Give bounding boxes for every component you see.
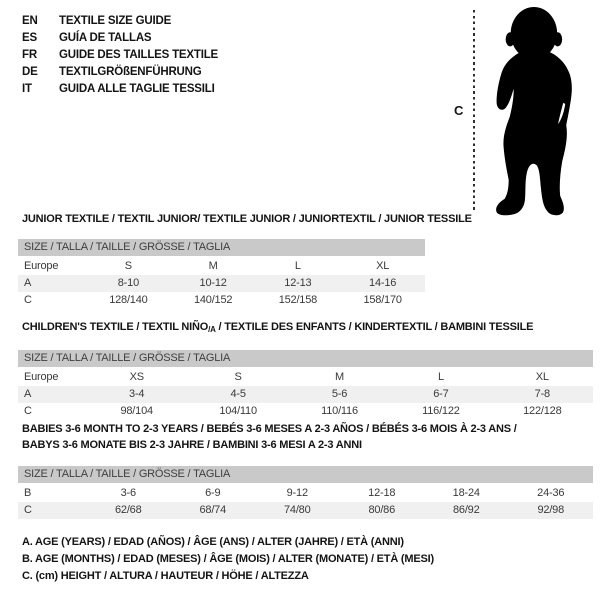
row-label: C xyxy=(24,504,32,516)
table-cell: M xyxy=(208,260,218,272)
table-row-b xyxy=(18,485,593,502)
table-cell: 158/170 xyxy=(363,294,402,306)
table-cell: 3-4 xyxy=(129,388,145,400)
lang-row-it xyxy=(22,80,218,97)
lang-code: FR xyxy=(22,48,37,61)
lang-row-es xyxy=(22,29,218,46)
table-cell: 18-24 xyxy=(452,487,480,499)
row-label: A xyxy=(24,388,32,400)
legend-line-b: B. AGE (MONTHS) / EDAD (MESES) / ÂGE (MOIS) / ALTER (MONATE) / ETÀ (MESI) xyxy=(22,553,434,565)
table-cell: 6-9 xyxy=(205,487,221,499)
lang-row-de xyxy=(22,63,218,80)
lang-code: EN xyxy=(22,14,38,27)
table-cell: 14-16 xyxy=(369,277,397,289)
lang-code: IT xyxy=(22,82,32,95)
lang-text: GUÍA DE TALLAS xyxy=(59,31,152,44)
size-header-bar: SIZE / TALLA / TAILLE / GRÖSSE / TAGLIA xyxy=(18,350,593,367)
table-cell: 104/110 xyxy=(219,405,257,417)
table-cell: 4-5 xyxy=(230,388,246,400)
table-cell: 122/128 xyxy=(523,405,562,417)
table-cell: 10-12 xyxy=(199,277,227,289)
row-label: B xyxy=(24,487,32,499)
row-label: C xyxy=(24,405,32,417)
table-cell: 110/116 xyxy=(321,405,358,417)
section-title-line2: BABYS 3-6 MONATE BIS 2-3 JAHRE / BAMBINI 3-6 MESI A 2-3 ANNI xyxy=(22,439,362,451)
table-row-c xyxy=(18,403,593,420)
lang-text: TEXTILGRÖßENFÜHRUNG xyxy=(59,65,202,78)
table-cell: 98/104 xyxy=(120,405,153,417)
table-cell: 62/68 xyxy=(114,504,142,516)
table-cell: 9-12 xyxy=(286,487,308,499)
lang-text: GUIDE DES TAILLES TEXTILE xyxy=(59,48,218,61)
table-cell: M xyxy=(335,371,344,383)
figure-area xyxy=(440,0,600,230)
table-cell: S xyxy=(124,260,132,272)
table-cell: 74/80 xyxy=(283,504,311,516)
table-row-europe xyxy=(18,258,425,275)
row-label: Europe xyxy=(24,260,59,272)
lang-row-en xyxy=(22,12,218,29)
row-label: A xyxy=(24,277,32,289)
section-title: CHILDREN'S TEXTILE / TEXTIL $NIÑO_{/A}$ / TEXTILE DES ENFANTS / KINDERTEXTIL / BAMBINI TESSILE xyxy=(22,321,534,334)
size-header-bar: SIZE / TALLA / TAILLE / GRÖSSE / TAGLIA xyxy=(18,466,593,483)
table-cell: 5-6 xyxy=(331,388,348,400)
height-dotted-line xyxy=(473,10,475,212)
table-cell: S xyxy=(234,371,242,383)
row-label: C xyxy=(24,294,32,306)
section-childrens-textile xyxy=(18,320,593,420)
measure-c-label: C xyxy=(454,103,464,118)
table-cell: 12-13 xyxy=(284,277,312,289)
table-cell: L xyxy=(294,260,301,272)
table-cell: 8-10 xyxy=(117,277,139,289)
table-cell: 152/158 xyxy=(278,294,318,306)
table-row-a xyxy=(18,275,425,292)
table-cell: L xyxy=(437,371,444,383)
table-cell: 12-18 xyxy=(368,487,396,499)
section-junior-textile xyxy=(18,212,472,309)
size-header-bar: SIZE / TALLA / TAILLE / GRÖSSE / TAGLIA xyxy=(18,239,425,256)
section-title xyxy=(22,421,593,453)
table-cell: 92/98 xyxy=(537,504,565,516)
lang-code: ES xyxy=(22,31,37,44)
table-cell: 128/140 xyxy=(109,294,148,306)
baby-silhouette-icon xyxy=(487,6,599,218)
table-cell: 86/92 xyxy=(452,504,480,516)
section-babies xyxy=(18,421,593,519)
lang-text: TEXTILE SIZE GUIDE xyxy=(59,14,172,27)
lang-text: GUIDA ALLE TAGLIE TESSILI xyxy=(59,82,215,95)
table-cell: XS xyxy=(129,371,144,383)
lang-code: DE xyxy=(22,65,38,78)
table-cell: 68/74 xyxy=(199,504,227,516)
table-cell: 3-6 xyxy=(120,487,136,499)
table-cell: 140/152 xyxy=(193,294,233,306)
section-title-line1: BABIES 3-6 MONTH TO 2-3 YEARS / BEBÉS 3-6 MESES A 2-3 AÑOS / BÉBÉS 3-6 MOIS À 2-3 ANS / xyxy=(22,423,517,435)
title-subscript: /A xyxy=(208,325,216,334)
table-cell: 24-36 xyxy=(537,487,565,499)
table-row-europe xyxy=(18,369,593,386)
language-header xyxy=(22,12,218,97)
table-cell: 6-7 xyxy=(433,388,449,400)
row-label: Europe xyxy=(24,371,59,383)
table-cell: XL xyxy=(535,371,549,383)
lang-row-fr xyxy=(22,46,218,63)
table-cell: 116/122 xyxy=(422,405,460,417)
table-cell: 7-8 xyxy=(534,388,550,400)
table-cell: XL xyxy=(376,260,390,272)
legend-line-a: A. AGE (YEARS) / EDAD (AÑOS) / ÂGE (ANS) / ALTER (JAHRE) / ETÀ (ANNI) xyxy=(22,536,404,548)
table-row-c xyxy=(18,502,593,519)
section-title: JUNIOR TEXTILE / TEXTIL JUNIOR/ TEXTILE JUNIOR / JUNIORTEXTIL / JUNIOR TESSILE xyxy=(22,213,472,225)
measure-legend xyxy=(22,534,434,585)
table-row-a xyxy=(18,386,593,403)
table-row-c xyxy=(18,292,425,309)
table-cell: 80/86 xyxy=(368,504,396,516)
legend-line-c: C. (cm) HEIGHT / ALTURA / HAUTEUR / HÖHE / ALTEZZA xyxy=(22,570,309,582)
